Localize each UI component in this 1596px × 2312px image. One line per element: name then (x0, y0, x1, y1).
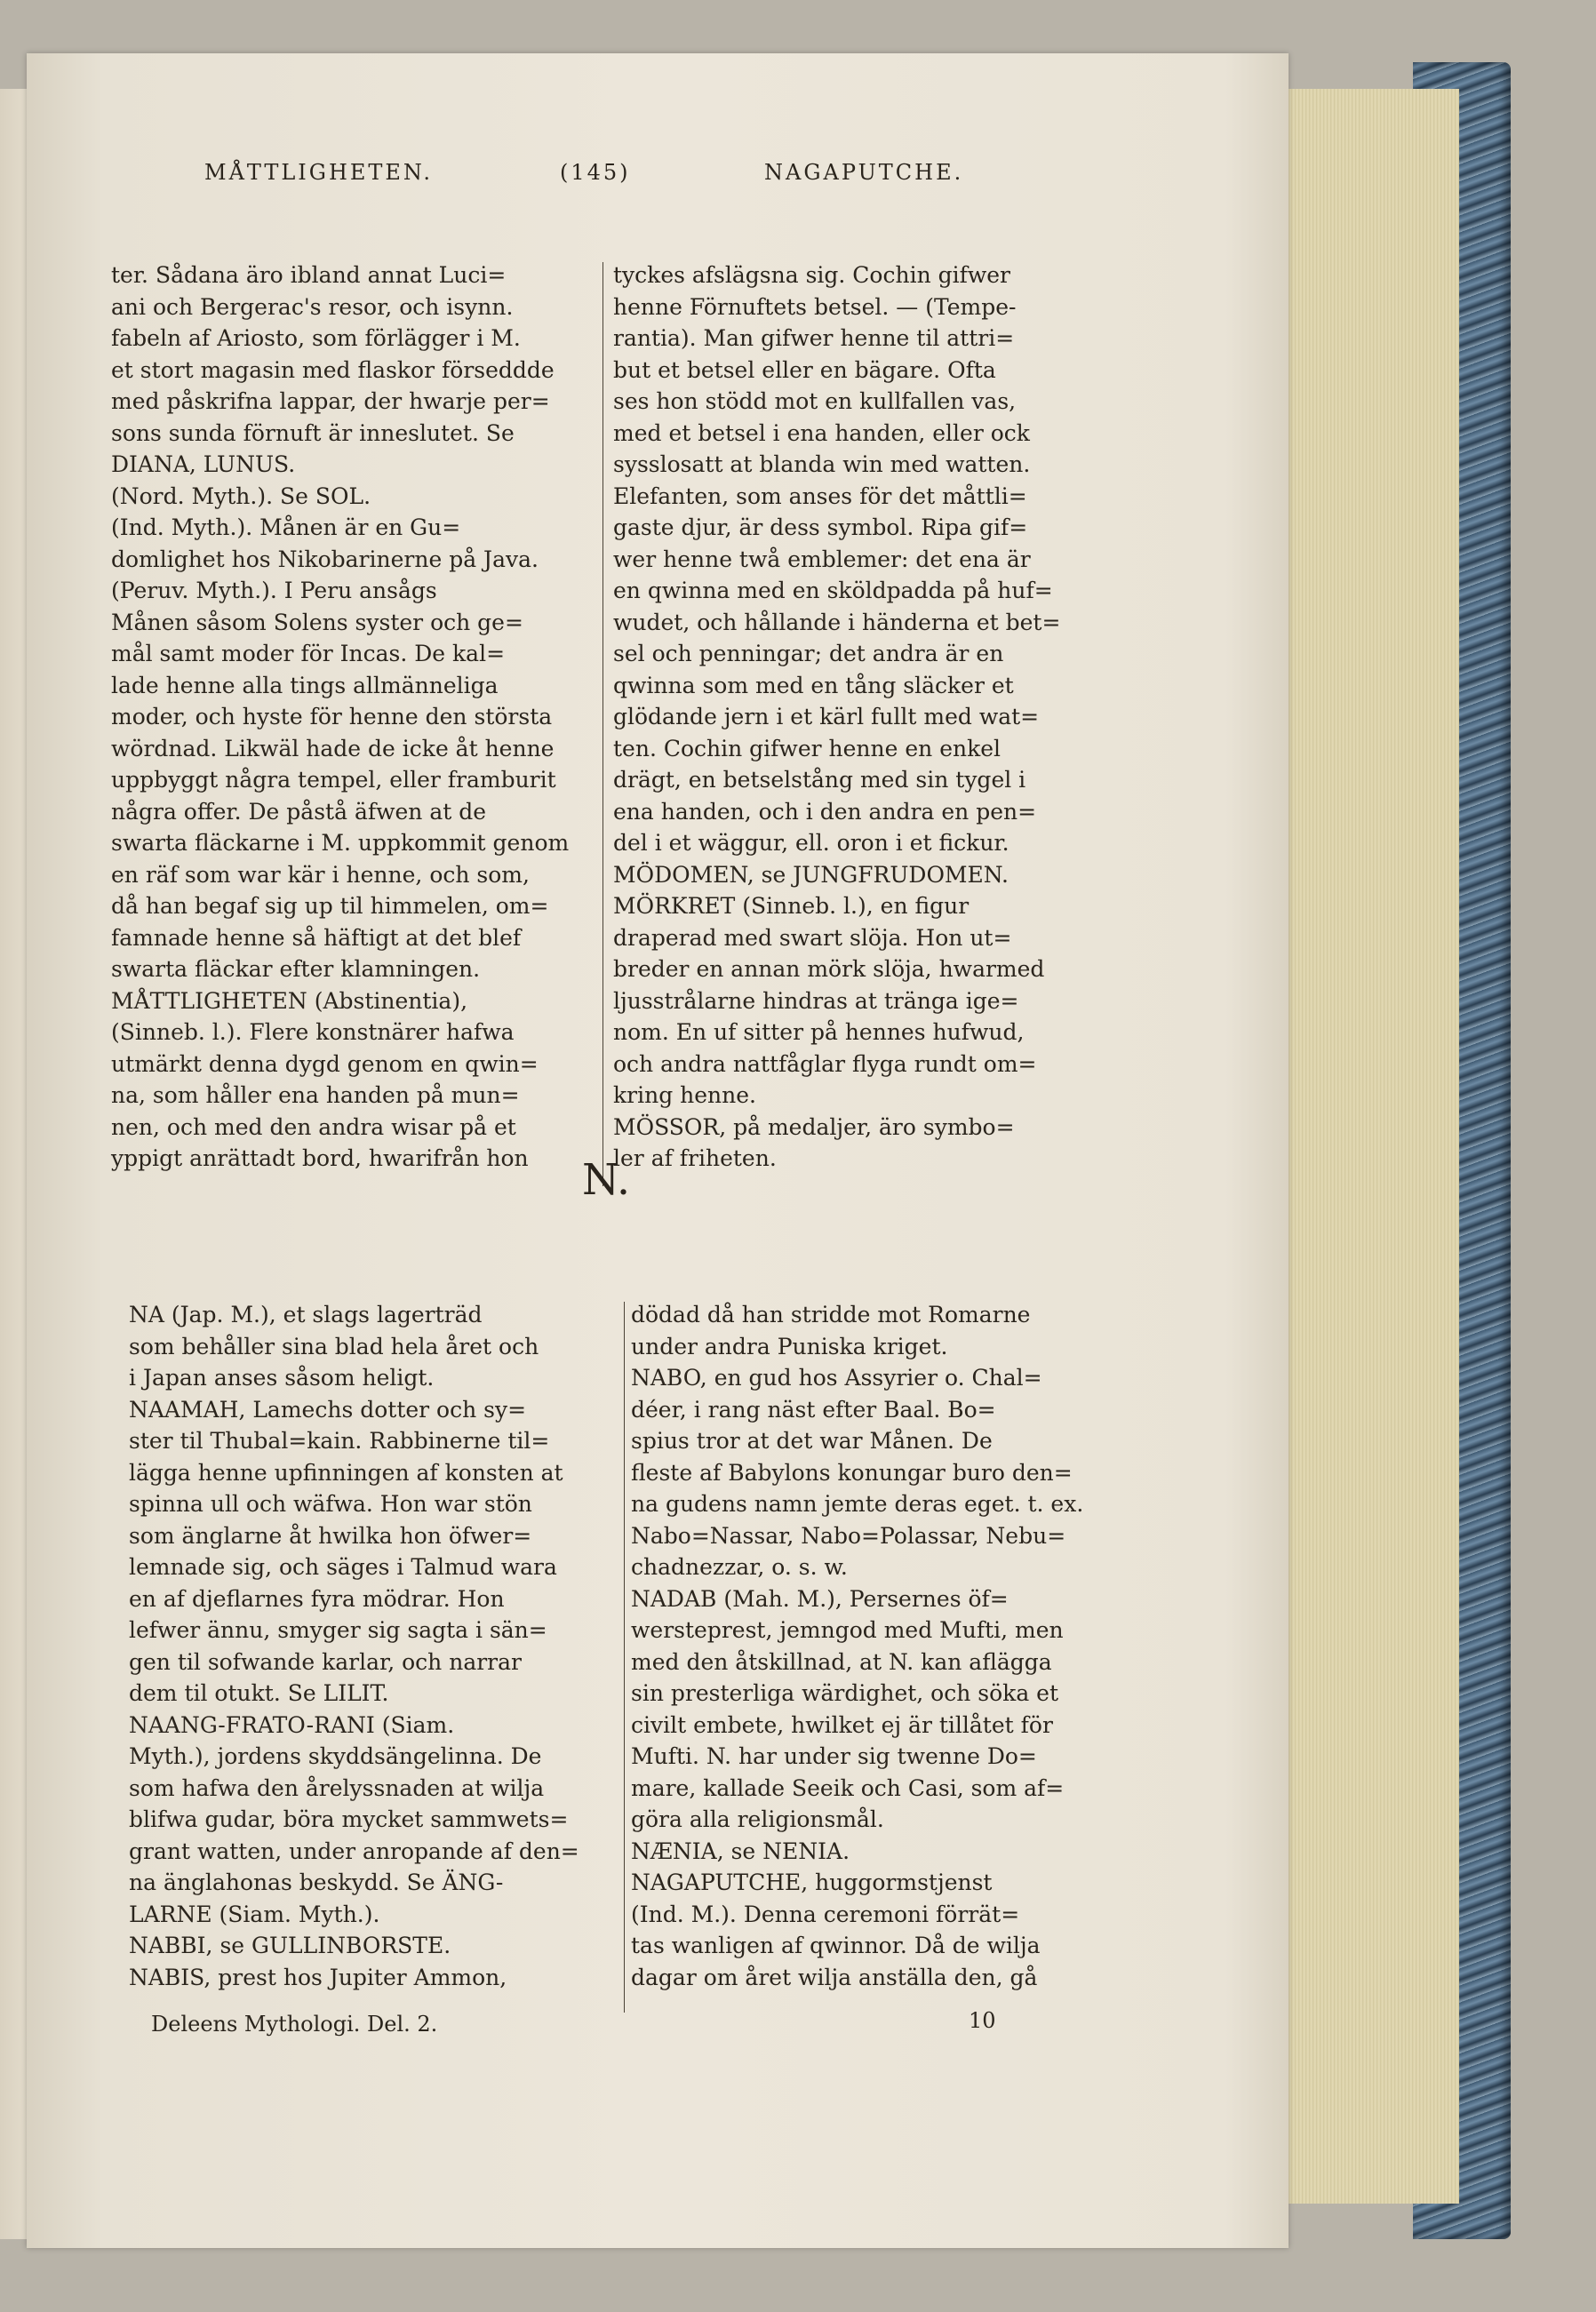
text-line: Nabo=Nassar, Nabo=Polassar, Nebu= (631, 1522, 1066, 1549)
printer-signature: Deleens Mythologi. Del. 2. (151, 2012, 438, 2037)
text-line: chadnezzar, o. s. w. (631, 1554, 848, 1580)
text-line: sysslosatt at blanda win med watten. (613, 451, 1031, 477)
text-line: henne Förnuftets betsel. — (Tempe- (613, 293, 1017, 320)
text-line: som änglarne åt hwilka hon öfwer= (129, 1522, 532, 1549)
text-line: dagar om året wilja anställa den, gå (631, 1964, 1038, 1990)
text-line: MÅTTLIGHETEN (Abstinentia), (111, 987, 468, 1014)
text-line: Månen såsom Solens syster och ge= (111, 609, 523, 635)
text-line: wersteprest, jemngod med Mufti, men (631, 1617, 1064, 1643)
text-line: swarta fläckar efter klamningen. (111, 956, 481, 982)
text-line: uppbyggt några tempel, eller framburit (111, 767, 556, 793)
text-line: gaste djur, är dess symbol. Ripa gif= (613, 514, 1028, 540)
text-line: ler af friheten. (613, 1145, 777, 1171)
text-line: MÖRKRET (Sinneb. l.), en figur (613, 893, 970, 919)
text-line: famnade henne så häftigt at det blef (111, 924, 522, 951)
text-line: med et betsel i ena handen, eller ock (613, 419, 1030, 446)
text-line: nen, och med den andra wisar på et (111, 1113, 516, 1140)
text-line: sin presterliga wärdighet, och söka et (631, 1680, 1059, 1706)
text-line: gen til sofwande karlar, och narrar (129, 1648, 522, 1675)
text-line: (Nord. Myth.). Se SOL. (111, 482, 371, 509)
text-line: utmärkt denna dygd genom en qwin= (111, 1050, 539, 1077)
text-line: ster til Thubal=kain. Rabbinerne til= (129, 1428, 550, 1454)
text-line: DIANA, LUNUS. (111, 451, 296, 477)
text-line: ljusstrålarne hindras at tränga ige= (613, 987, 1019, 1014)
text-line: NA (Jap. M.), et slags lagerträd (129, 1302, 483, 1327)
text-line: spinna ull och wäfwa. Hon war stön (129, 1491, 532, 1517)
text-line: en qwinna med en sköldpadda på huf= (613, 578, 1053, 603)
text-line: na gudens namn jemte deras eget. t. ex. (631, 1491, 1084, 1517)
text-line: na, som håller ena handen på mun= (111, 1082, 520, 1108)
text-line: ten. Cochin gifwer henne en enkel (613, 735, 1001, 761)
text-line: civilt embete, hwilket ej är tillåtet för (631, 1711, 1053, 1738)
text-line: dem til otukt. Se LILIT. (129, 1680, 389, 1706)
text-line: nom. En uf sitter på hennes hufwud, (613, 1019, 1025, 1045)
text-line: qwinna som med en tång släcker et (613, 672, 1014, 698)
text-line: en räf som war kär i henne, och som, (111, 861, 530, 888)
column-divider-top (602, 262, 603, 1186)
text-line: som hafwa den årelyssnaden at wilja (129, 1774, 545, 1801)
text-line: déer, i rang näst efter Baal. Bo= (631, 1396, 996, 1423)
text-line: yppigt anrättadt bord, hwarifrån hon (111, 1145, 529, 1171)
text-line: swarta fläckarne i M. uppkommit genom (111, 830, 570, 856)
column-top-right (613, 259, 1060, 1175)
text-line: en af djeflarnes fyra mödrar. Hon (129, 1585, 505, 1612)
text-line: NÆNIA, se NENIA. (631, 1838, 850, 1864)
column-bottom-right (631, 1299, 1083, 1993)
text-line: rantia). Man gifwer henne til attri= (613, 325, 1015, 351)
text-line: mare, kallade Seeik och Casi, som af= (631, 1774, 1065, 1801)
text-line: draperad med swart slöja. Hon ut= (613, 924, 1012, 951)
text-line: lefwer ännu, smyger sig sagta i sän= (129, 1617, 547, 1643)
text-line: (Ind. Myth.). Månen är en Gu= (111, 514, 461, 540)
text-line: mål samt moder för Incas. De kal= (111, 641, 506, 666)
text-line: MÖDOMEN, se JUNGFRUDOMEN. (613, 861, 1009, 888)
text-line: kring henne. (613, 1082, 756, 1108)
text-line: moder, och hyste för henne den största (111, 704, 553, 729)
text-line: LARNE (Siam. Myth.). (129, 1901, 380, 1927)
text-line: lade henne alla tings allmänneliga (111, 672, 499, 698)
header-right-title: NAGAPUTCHE. (764, 160, 964, 185)
page-number: (145) (560, 160, 631, 185)
text-line: tas wanligen af qwinnor. Då de wilja (631, 1933, 1041, 1958)
text-line: wördnad. Likwäl hade de icke åt henne (111, 735, 555, 761)
text-line: sel och penningar; det andra är en (613, 641, 1004, 666)
page-block-fore-edge (1280, 89, 1459, 2204)
text-line: sons sunda förnuft är inneslutet. Se (111, 419, 515, 446)
text-line: lemnade sig, och säges i Talmud wara (129, 1554, 557, 1580)
text-line: NABBI, se GULLINBORSTE. (129, 1933, 451, 1958)
text-line: breder en annan mörk slöja, hwarmed (613, 956, 1045, 982)
text-line: but et betsel eller en bägare. Ofta (613, 356, 996, 383)
text-line: (Ind. M.). Denna ceremoni förrät= (631, 1901, 1020, 1927)
text-line: tyckes afslägsna sig. Cochin gifwer (613, 262, 1011, 288)
text-line: Elefanten, som anses för det måttli= (613, 482, 1027, 509)
text-line: NABO, en gud hos Assyrier o. Chal= (631, 1365, 1042, 1391)
text-line: (Sinneb. l.). Flere konstnärer hafwa (111, 1019, 515, 1045)
text-line: NAANG-FRATO-RANI (Siam. (129, 1711, 455, 1738)
text-line: grant watten, under anropande af den= (129, 1838, 579, 1864)
text-line: blifwa gudar, böra mycket sammwets= (129, 1806, 569, 1832)
running-header (204, 160, 964, 195)
text-line: då han begaf sig up til himmelen, om= (111, 893, 549, 919)
text-line: wer henne twå emblemer: det ena är (613, 546, 1031, 572)
text-line: et stort magasin med flaskor förseddde (111, 356, 555, 383)
text-line: lägga henne upfinningen af konsten at (129, 1459, 563, 1486)
text-line: några offer. De påstå äfwen at de (111, 798, 487, 825)
text-line: ses hon stödd mot en kullfallen vas, (613, 388, 1017, 414)
text-line: na änglahonas beskydd. Se ÄNG- (129, 1870, 504, 1895)
column-top-left (111, 259, 569, 1175)
text-line: dödad då han stridde mot Romarne (631, 1302, 1031, 1327)
text-line: glödande jern i et kärl fullt med wat= (613, 704, 1040, 729)
text-line: göra alla religionsmål. (631, 1806, 884, 1832)
text-line: fleste af Babylons konungar buro den= (631, 1459, 1073, 1486)
text-line: ena handen, och i den andra en pen= (613, 798, 1037, 825)
text-line: NAAMAH, Lamechs dotter och sy= (129, 1396, 527, 1423)
text-line: NAGAPUTCHE, huggormstjenst (631, 1870, 993, 1895)
column-divider-bottom (624, 1302, 625, 2013)
text-line: NABIS, prest hos Jupiter Ammon, (129, 1964, 507, 1990)
header-left-title: MÅTTLIGHETEN. (204, 160, 434, 185)
text-line: MÖSSOR, på medaljer, äro symbo= (613, 1113, 1015, 1140)
text-line: ter. Sådana äro ibland annat Luci= (111, 262, 507, 288)
text-line: som behåller sina blad hela året och (129, 1333, 539, 1359)
text-line: drägt, en betselstång med sin tygel i (613, 767, 1026, 793)
text-line: i Japan anses såsom heligt. (129, 1365, 435, 1391)
text-line: NADAB (Mah. M.), Persernes öf= (631, 1585, 1009, 1612)
text-line: och andra nattfåglar flyga rundt om= (613, 1050, 1037, 1077)
text-line: med den åtskillnad, at N. kan aflägga (631, 1648, 1052, 1675)
text-line: spius tror at det war Månen. De (631, 1428, 993, 1454)
section-letter: N. (582, 1155, 631, 1205)
text-line: wudet, och hållande i händerna et bet= (613, 609, 1061, 635)
text-line: (Peruv. Myth.). I Peru ansågs (111, 578, 437, 603)
text-line: ani och Bergerac's resor, och isynn. (111, 293, 514, 320)
text-line: med påskrifna lappar, der hwarje per= (111, 388, 550, 414)
text-line: domlighet hos Nikobarinerne på Java. (111, 546, 539, 572)
text-line: del i et wäggur, ell. oron i et fickur. (613, 830, 1009, 856)
text-line: Mufti. N. har under sig twenne Do= (631, 1743, 1037, 1769)
column-bottom-left (129, 1299, 579, 1993)
gathering-mark: 10 (969, 2008, 996, 2033)
text-line: Myth.), jordens skyddsängelinna. De (129, 1743, 542, 1769)
text-line: fabeln af Ariosto, som förlägger i M. (111, 325, 521, 351)
text-line: under andra Puniska kriget. (631, 1333, 948, 1359)
